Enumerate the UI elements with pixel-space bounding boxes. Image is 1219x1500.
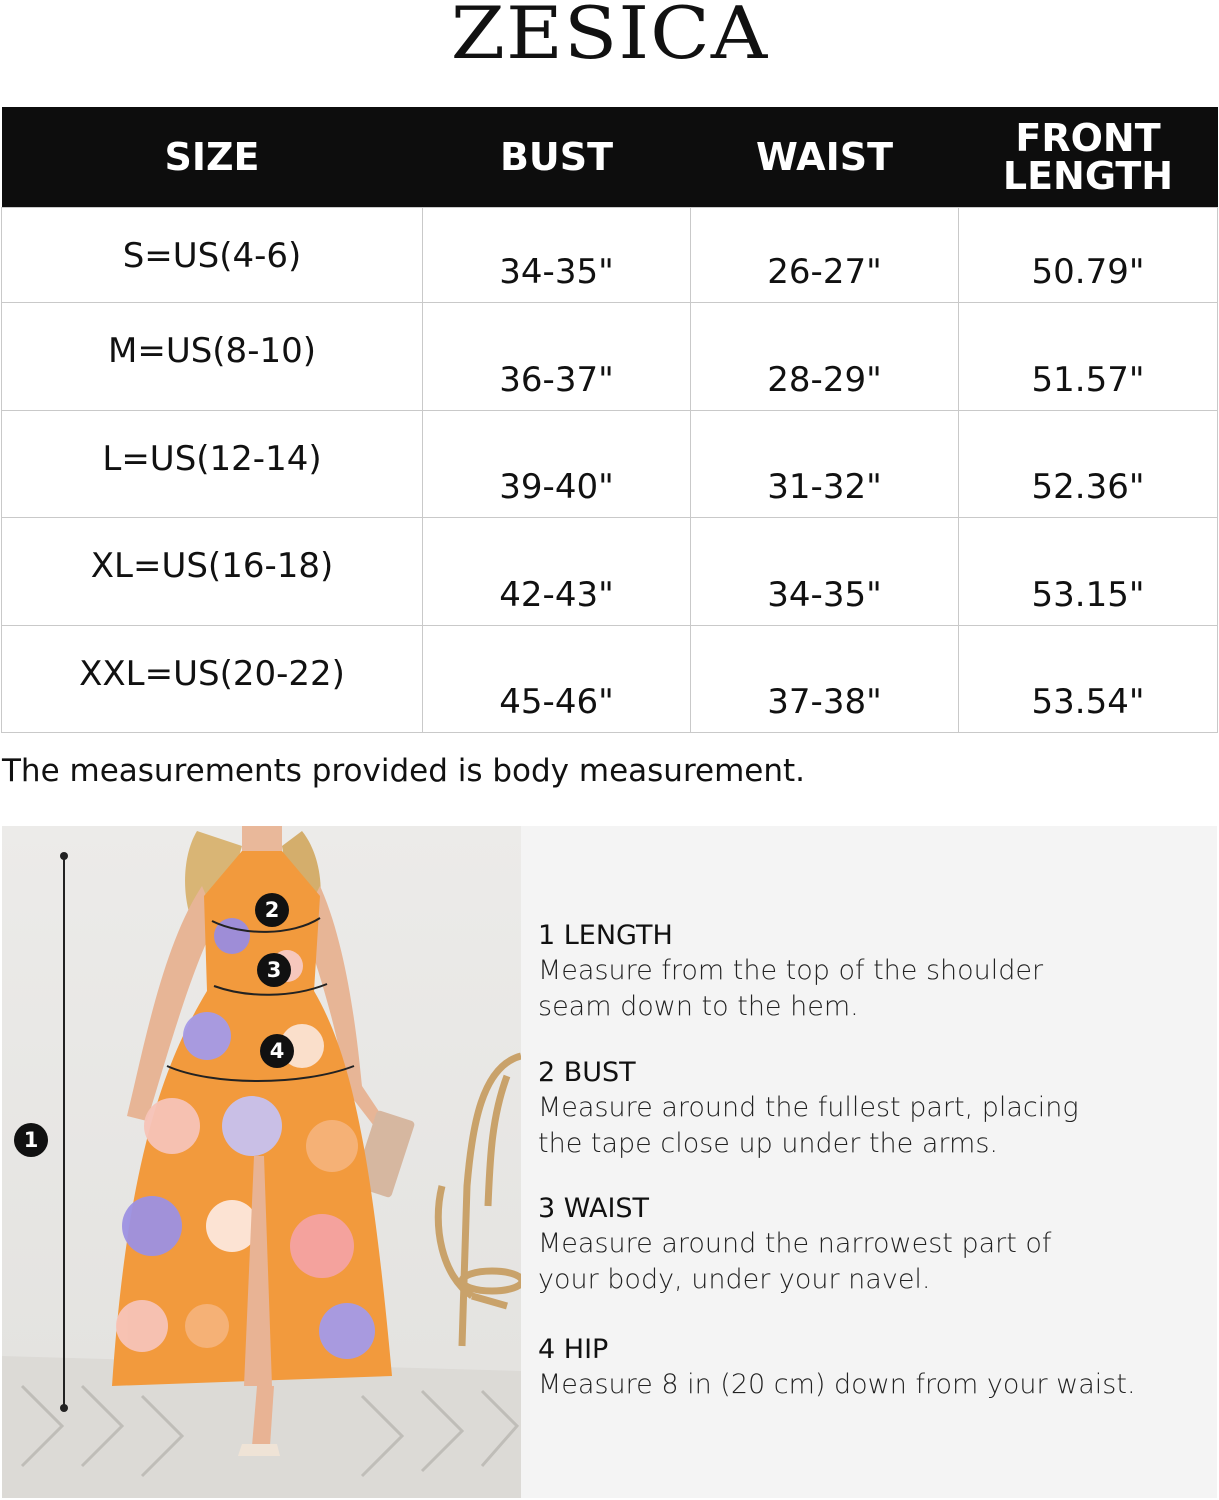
guide-description: Measure around the fullest part, placing the tape close up under the arms.	[538, 1092, 1079, 1159]
table-row	[2, 411, 1218, 518]
marker-waist: 3	[257, 953, 291, 987]
guide-title: 4 HIP	[538, 1334, 609, 1365]
measurement-guide	[521, 826, 1217, 1498]
front-length-cell: 52.36"	[959, 411, 1218, 518]
header-front-length: FRONT LENGTH	[959, 107, 1218, 208]
table-header-row	[2, 107, 1218, 208]
front-length-cell: 53.54"	[959, 626, 1218, 733]
guide-title: 2 BUST	[538, 1057, 636, 1088]
size-chart-table	[1, 107, 1218, 733]
bust-cell: 39-40"	[423, 411, 691, 518]
brand-logo: ZESICA	[450, 0, 769, 76]
table-row	[2, 518, 1218, 626]
waist-cell: 37-38"	[691, 626, 959, 733]
bust-cell: 36-37"	[423, 303, 691, 411]
front-length-cell: 50.79"	[959, 208, 1218, 303]
front-length-cell: 53.15"	[959, 518, 1218, 626]
waist-cell: 26-27"	[691, 208, 959, 303]
header-waist: WAIST	[691, 107, 959, 208]
table-row	[2, 626, 1218, 733]
measurement-note: The measurements provided is body measurement.	[2, 753, 806, 789]
guide-item-hip	[538, 1333, 1178, 1403]
guide-title: 1 LENGTH	[538, 920, 673, 951]
guide-title: 3 WAIST	[538, 1193, 650, 1224]
guide-description: Measure 8 in (20 cm) down from your waist.	[538, 1369, 1136, 1400]
header-bust: BUST	[423, 107, 691, 208]
waist-cell: 31-32"	[691, 411, 959, 518]
model-photo	[2, 826, 521, 1498]
front-length-cell: 51.57"	[959, 303, 1218, 411]
bust-cell: 42-43"	[423, 518, 691, 626]
marker-hip: 4	[260, 1034, 294, 1068]
guide-description: Measure from the top of the shoulder seam down to the hem.	[538, 955, 1044, 1022]
header-size: SIZE	[2, 107, 423, 208]
marker-bust: 2	[255, 893, 289, 927]
size-cell: XL=US(16-18)	[2, 518, 423, 626]
bust-cell: 45-46"	[423, 626, 691, 733]
waist-cell: 28-29"	[691, 303, 959, 411]
waist-cell: 34-35"	[691, 518, 959, 626]
size-cell: S=US(4-6)	[2, 208, 423, 303]
guide-description: Measure around the narrowest part of your body, under your navel.	[538, 1228, 1052, 1295]
size-cell: XXL=US(20-22)	[2, 626, 423, 733]
marker-length: 1	[14, 1123, 48, 1157]
dress-illustration	[2, 826, 521, 1498]
size-cell: L=US(12-14)	[2, 411, 423, 518]
size-cell: M=US(8-10)	[2, 303, 423, 411]
table-row	[2, 208, 1218, 303]
guide-item-bust	[538, 1056, 1098, 1162]
guide-item-length	[538, 919, 1098, 1025]
bust-cell: 34-35"	[423, 208, 691, 303]
table-row	[2, 303, 1218, 411]
guide-item-waist	[538, 1192, 1098, 1298]
